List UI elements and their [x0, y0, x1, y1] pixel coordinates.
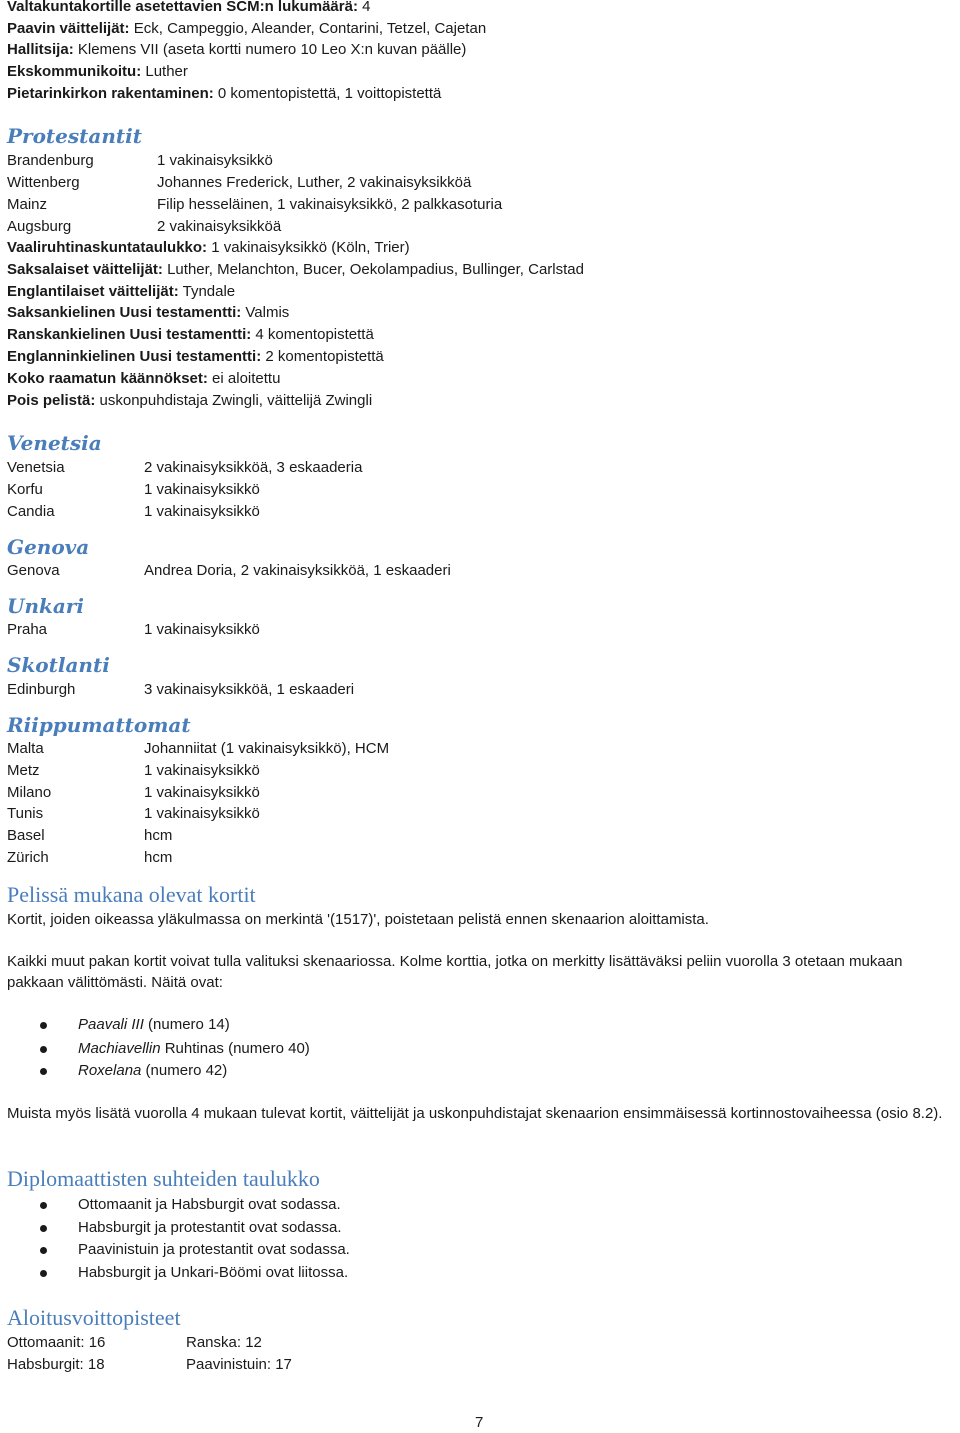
header-line: Valtakuntakortille asetettavien SCM:n lukumäärä: 4 [7, 0, 371, 15]
bullet-icon [40, 1225, 47, 1232]
info-line: Ranskankielinen Uusi testamentti: 4 komentopistettä [7, 326, 374, 343]
paragraph: Kortit, joiden oikeassa yläkulmassa on merkintä '(1517)', poistetaan pelistä ennen skenaarion aloittamista. [7, 911, 709, 928]
info-line: Englantilaiset väittelijät: Tyndale [7, 283, 236, 300]
paragraph: Kaikki muut pakan kortit voivat tulla valituksi skenaariossa. Kolme korttia, jotka on merkitty lisättäväksi peliin vuorolla 3 otetaan mukaan pakkaan välittömästi. Näitä ovat: [7, 953, 903, 991]
paragraph: Muista myös lisätä vuorolla 4 mukaan tulevat kortit, väittelijät ja uskonpuhdistajat skenaarion ensimmäisessä kortinnostovaiheessa (osio 8.2). [7, 1105, 943, 1122]
header-line: Ekskommunikoitu: Luther [7, 63, 188, 80]
page-number: 7 [475, 1414, 484, 1431]
bullet-icon [40, 1046, 47, 1053]
section-heading-cards: Pelissä mukana olevat kortit [7, 882, 256, 907]
section-heading-vp: Aloitusvoittopisteet [7, 1305, 181, 1330]
info-line: Vaaliruhtinaskuntataulukko: 1 vakinaisyksikkö (Köln, Trier) [7, 239, 410, 256]
section-heading-unkari: Unkari [7, 594, 84, 618]
bullet-icon [40, 1247, 47, 1254]
bullet-icon [40, 1270, 47, 1277]
bullet-icon [40, 1202, 47, 1209]
section-heading-riippumattomat: Riippumattomat [7, 713, 191, 737]
bullet-icon [40, 1022, 47, 1029]
info-line: Koko raamatun käännökset: ei aloitettu [7, 370, 281, 387]
info-line: Saksankielinen Uusi testamentti: Valmis [7, 304, 290, 321]
info-line: Pois pelistä: uskonpuhdistaja Zwingli, väittelijä Zwingli [7, 392, 373, 409]
section-heading-protestantit: Protestantit [7, 124, 142, 148]
section-heading-genova: Genova [7, 535, 90, 559]
info-line: Saksalaiset väittelijät: Luther, Melanchton, Bucer, Oekolampadius, Bullinger, Carlstad [7, 261, 584, 278]
bullet-icon [40, 1068, 47, 1075]
info-line: Englanninkielinen Uusi testamentti: 2 komentopistettä [7, 348, 384, 365]
header-line: Hallitsija: Klemens VII (aseta kortti numero 10 Leo X:n kuvan päälle) [7, 41, 467, 58]
section-heading-diplomacy: Diplomaattisten suhteiden taulukko [7, 1166, 320, 1191]
header-line: Pietarinkirkon rakentaminen: 0 komentopistettä, 1 voittopistettä [7, 85, 442, 102]
section-heading-skotlanti: Skotlanti [7, 653, 110, 677]
header-line: Paavin väittelijät: Eck, Campeggio, Aleander, Contarini, Tetzel, Cajetan [7, 20, 487, 37]
section-heading-venetsia: Venetsia [7, 431, 102, 455]
